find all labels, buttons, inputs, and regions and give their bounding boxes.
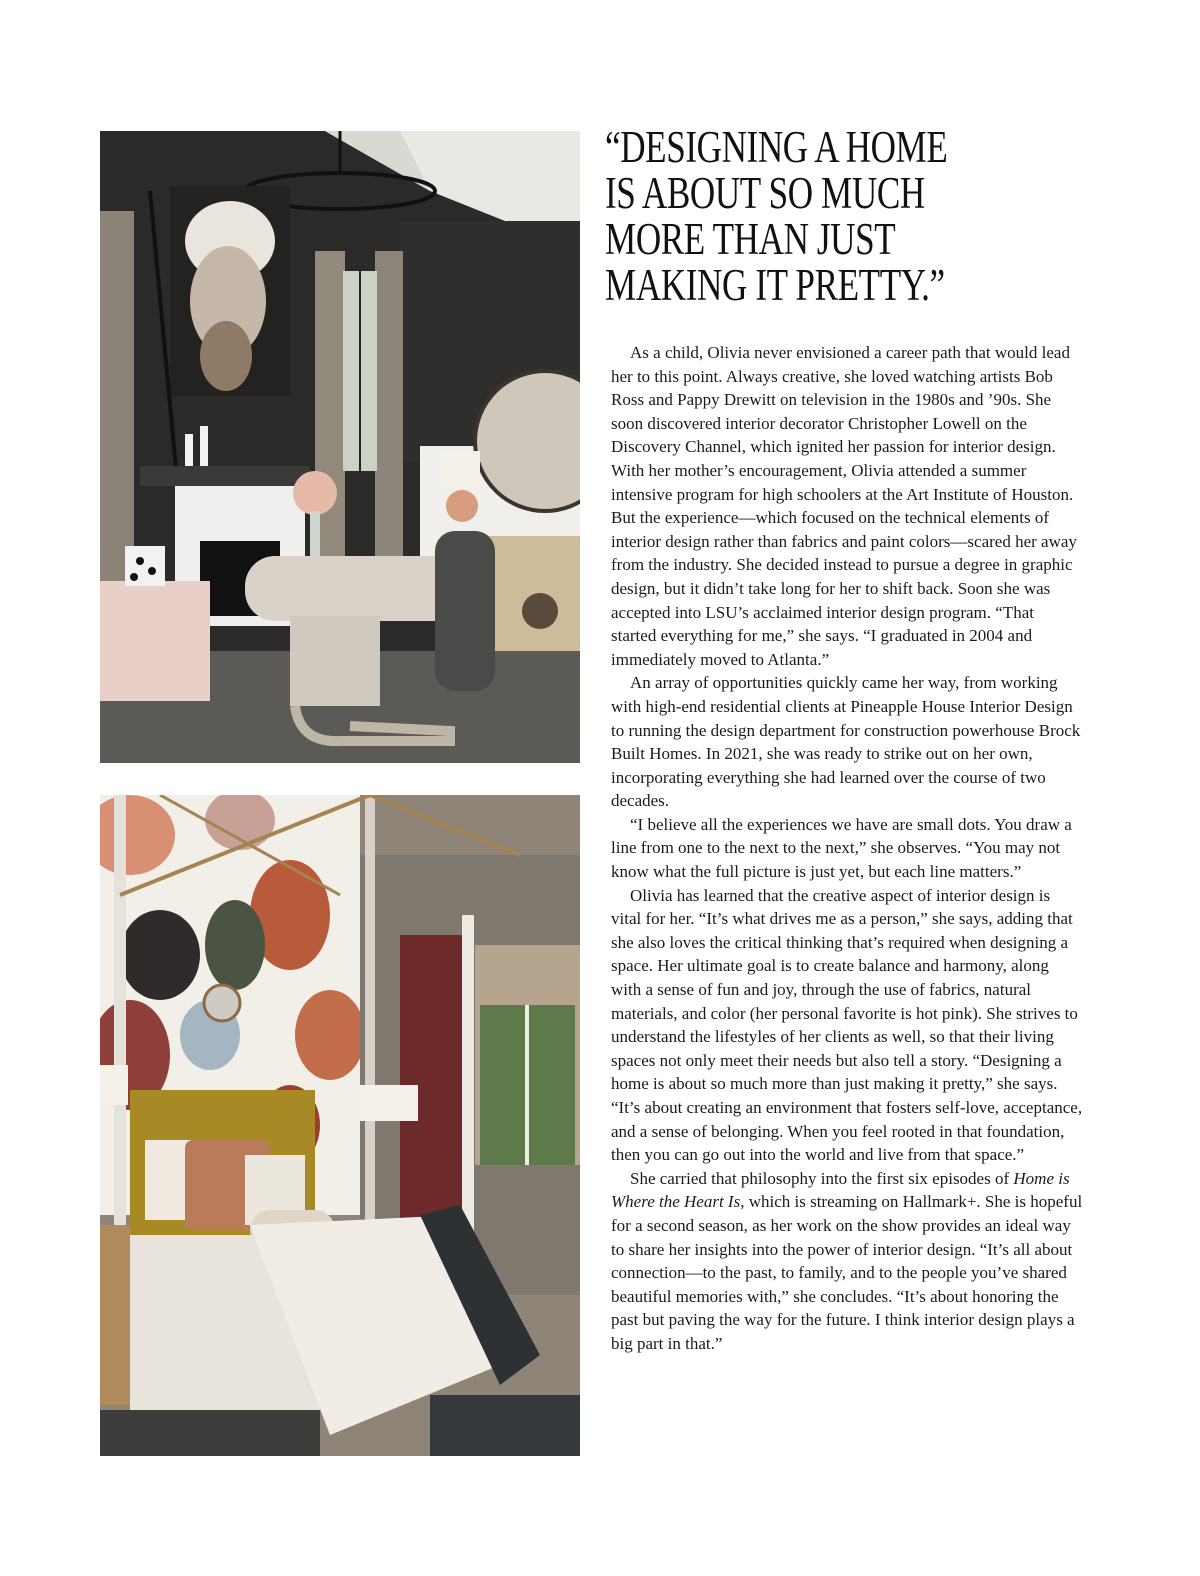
show-title: Home is Where the Heart Is	[611, 1168, 1070, 1212]
pull-quote	[605, 124, 995, 308]
pull-quote-line: IS ABOUT SO MUCH	[605, 168, 925, 218]
paragraph-text: , which is streaming on Hallmark+. She is hopeful for a second season, as her work on the show provides an ideal way to share her insights into the power of interior design. “It’s all about connection—to the past, to family, and to the people you’ve shared beautiful memories with,” she concludes. “It’s about honoring the past but paving the way for the future. I think interior design plays a big part in that.”	[611, 1192, 1083, 1353]
pull-quote-line: “DESIGNING A HOME	[605, 122, 948, 172]
pull-quote-line: MORE THAN JUST	[605, 214, 896, 264]
home-office-photo	[100, 131, 580, 763]
article-paragraph	[611, 1167, 1083, 1356]
article-paragraph: An array of opportunities quickly came her way, from working with high-end residential clients at Pineapple House Interior Design to running the design department for construction powerhouse Brock Built Homes. In 2021, she was ready to strike out on her own, incorporating everything she had learned over the course of two decades.	[611, 673, 1081, 811]
pull-quote-line: MAKING IT PRETTY.”	[605, 260, 945, 310]
article-paragraph: Olivia has learned that the creative aspect of interior design is vital for her. “It’s what drives me as a person,” she says, adding that she also loves the critical thinking that’s required when designing a space. Her ultimate goal is to create balance and harmony, along with a sense of fun and joy, through the use of fabrics, natural materials, and color (her personal favorite is hot pink). She strives to understand the lifestyles of her clients as well, so that their living spaces not only meet their needs but also tell a story. “Designing a home is about so much more than just making it pretty,” she says. “It’s about creating an environment that fosters self-love, acceptance, and a sense of belonging. When you feel rooted in that foundation, then you can go out into the world and live from that space.”	[611, 885, 1083, 1165]
paragraph-text: She carried that philosophy into the first six episodes of	[630, 1168, 1014, 1188]
article-paragraph: As a child, Olivia never envisioned a career path that would lead her to this point. Always creative, she loved watching artists Bob Ross and Pappy Drewitt on television in the 1980s and ’90s. She soon discovered interior decorator Christopher Lowell on the Discovery Channel, which ignited her passion for interior design. With her mother’s encouragement, Olivia attended a summer intensive program for high schoolers at the Art Institute of Houston. But the experience—which focused on the technical elements of interior design rather than fabrics and paint colors—scared her away from the industry. She decided instead to pursue a degree in graphic design, but it didn’t take long for her to shift back. Soon she was accepted into LSU’s acclaimed interior design program. “That started everything for me,” she says. “I graduated in 2004 and immediately moved to Atlanta.”	[611, 343, 1077, 669]
article-body	[611, 341, 1083, 1356]
article-paragraph: “I believe all the experiences we have are small dots. You draw a line from one to the next to the next,” she observes. “You may not know what the full picture is just yet, but each line matters.”	[611, 814, 1072, 882]
bedroom-photo	[100, 795, 580, 1456]
